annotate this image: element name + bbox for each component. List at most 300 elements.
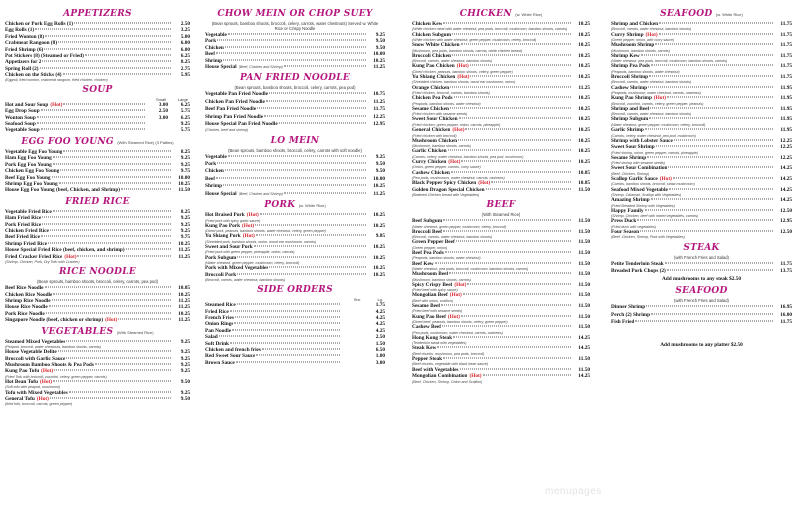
item-name: Seafood Soup bbox=[5, 121, 36, 128]
dot-leader bbox=[255, 224, 366, 225]
dot-leader bbox=[230, 310, 340, 311]
item-price: 14.25 bbox=[578, 345, 590, 352]
small-label: Sm. bbox=[353, 297, 361, 303]
item-price: 10.75 bbox=[373, 91, 385, 98]
item-name: Curry Chicken bbox=[412, 158, 447, 165]
item-name: Beef bbox=[205, 175, 215, 182]
dot-leader bbox=[465, 129, 571, 130]
item-name: Chicken Kew bbox=[412, 21, 443, 27]
item-price: 9.25 bbox=[180, 338, 190, 345]
item-name: Beef Rice Noodle bbox=[5, 285, 44, 292]
item-price-large: 5.75 bbox=[180, 108, 190, 115]
item-price: 9.25 bbox=[180, 161, 190, 168]
item-name: Hot and Sour Soup bbox=[5, 101, 49, 108]
item-price: 9.50 bbox=[375, 161, 385, 168]
item-price: 11.75 bbox=[780, 21, 792, 27]
item-name: Pork Subgum bbox=[205, 254, 237, 261]
item-description: (Carrots, bamboo shoots, broccoli, straw mushroom) bbox=[611, 182, 695, 187]
side-orders-list bbox=[205, 302, 385, 366]
item-name: Hot Braised Pork bbox=[205, 212, 245, 219]
item-description: (Tenderloin steak with vegetables) bbox=[412, 341, 467, 346]
item-name: Dinner Shrimp bbox=[611, 304, 646, 311]
dot-leader bbox=[453, 336, 571, 337]
item-price: 10.25 bbox=[578, 95, 590, 102]
dot-leader bbox=[41, 236, 171, 237]
dot-leader bbox=[45, 287, 171, 288]
item-name: Spring Roll (2) bbox=[5, 65, 39, 72]
item-name: General Tofu bbox=[5, 396, 35, 403]
item-price: 10.25 bbox=[373, 243, 385, 250]
item-price: 11.50 bbox=[578, 249, 590, 256]
item-name: Shrimp Rice Noodle bbox=[5, 298, 51, 304]
item-name: Curry Shrimp bbox=[611, 31, 644, 38]
item-name: House Egg Foo Young (beef, Chicken, and Shrimp) bbox=[5, 187, 121, 194]
dot-leader bbox=[673, 177, 773, 178]
dot-leader bbox=[53, 293, 171, 294]
item-price: 11.50 bbox=[578, 292, 590, 299]
menu-item bbox=[205, 183, 385, 189]
item-name: Chicken Pan Fried Noodle bbox=[205, 98, 265, 105]
dot-leader bbox=[35, 29, 171, 30]
item-description: (Shredded pork, bamboo shoots, onion, wood ear mushroom, carrots) bbox=[205, 239, 317, 244]
dot-leader bbox=[442, 326, 571, 327]
chicken-title-text: CHICKEN bbox=[459, 9, 512, 19]
item-name: Mushroom Shrimp bbox=[611, 42, 655, 49]
appetizers-note: (Eggroll, fried wonton, crabmeat rangoon, fried chicken, chicken) bbox=[5, 77, 108, 82]
egg-foo-young-note: (With Steamed Rice) (3 Patties) bbox=[117, 139, 174, 145]
dot-leader bbox=[58, 42, 171, 43]
dot-leader bbox=[467, 283, 571, 284]
hot-badge: (Hot) bbox=[452, 127, 465, 134]
dot-leader bbox=[256, 355, 340, 356]
item-price: 6.25 bbox=[180, 53, 190, 60]
menu-column-1 bbox=[5, 6, 190, 524]
vegetables-title bbox=[5, 327, 190, 338]
item-name: Beef Fried Rice bbox=[5, 234, 41, 241]
dot-leader bbox=[223, 185, 366, 186]
item-name: Mongolian Beef bbox=[412, 292, 448, 299]
item-name: Beef Kew bbox=[412, 260, 434, 267]
item-name: Sesame Beef bbox=[412, 303, 441, 310]
item-description: (Fried beef with spicy sauce) bbox=[412, 288, 458, 293]
item-name: Garlic Chicken bbox=[412, 148, 447, 155]
item-description: (Fried beef with sesame seeds) bbox=[412, 309, 463, 314]
item-price: 10.25 bbox=[578, 105, 590, 112]
seafood-section bbox=[611, 9, 792, 240]
dot-leader bbox=[77, 255, 171, 256]
hot-badge: (Hot) bbox=[457, 74, 470, 81]
item-name: Orange Chicken bbox=[412, 84, 450, 91]
dot-leader bbox=[58, 351, 171, 352]
menu-item bbox=[205, 114, 385, 120]
item-name: Broccoli Pork bbox=[205, 271, 237, 278]
menu-item bbox=[611, 261, 792, 267]
item-price: 13.75 bbox=[780, 268, 792, 274]
item-price: 11.50 bbox=[578, 218, 590, 225]
item-price: 9.25 bbox=[180, 389, 190, 396]
item-price: 14.25 bbox=[780, 197, 792, 204]
dot-leader bbox=[216, 53, 366, 54]
seafood-title bbox=[611, 9, 792, 20]
item-price: 9.25 bbox=[180, 221, 190, 228]
dot-leader bbox=[656, 146, 773, 147]
dot-leader bbox=[449, 273, 571, 274]
rice-noodle-list bbox=[5, 285, 190, 323]
item-description: (Beef, Chicken, Shrimp, Pork with Vegetables) bbox=[611, 235, 685, 240]
menu-item bbox=[611, 319, 792, 325]
item-name: Shrimp Kew bbox=[611, 52, 640, 59]
hot-badge: (Hot) bbox=[64, 253, 77, 260]
item-name: Vegetable Egg Foo Young bbox=[5, 148, 63, 155]
item-description: (Beef, Chicken, Shrimp) bbox=[611, 171, 650, 176]
seafood-platter-list bbox=[611, 304, 792, 325]
item-name: Shrimp and Chicken bbox=[611, 21, 659, 27]
item-price: 11.75 bbox=[780, 52, 792, 59]
item-price: 10.25 bbox=[178, 180, 190, 187]
item-name: Chicken bbox=[205, 168, 224, 175]
dot-leader bbox=[269, 93, 366, 94]
item-name: Sweet and Sour Pork bbox=[205, 243, 253, 250]
item-price: 10.25 bbox=[578, 42, 590, 49]
item-name: Chicken or Pork Egg Rolls (1) bbox=[5, 21, 74, 27]
item-price: 11.75 bbox=[780, 42, 792, 49]
item-description: (Diced beef, peanuts, bamboo shoots, celery, green pepper) bbox=[412, 320, 508, 325]
item-description: (Fried chicken, broccoli, carrots, bamboo shoots) bbox=[412, 91, 490, 96]
item-name: General Chicken bbox=[412, 127, 451, 134]
item-name: Vegetable bbox=[205, 32, 227, 38]
menu-item bbox=[611, 304, 792, 310]
dot-leader bbox=[470, 76, 571, 77]
item-name: Steamed Mixed Vegetables bbox=[5, 338, 66, 345]
item-description: (Water chestnut, pea pods, broccoli, mushroom, bamboo shoots, carrots) bbox=[412, 267, 529, 271]
item-description: (Diced chicken, peanuts, bamboo shoots, celery, green pepper) bbox=[412, 69, 513, 74]
item-price: 10.85 bbox=[578, 169, 590, 176]
dot-leader bbox=[443, 220, 571, 221]
item-name: Sweet Sour Combination bbox=[611, 165, 668, 172]
item-name: Pepper Steak bbox=[412, 356, 443, 363]
item-name: Wonton Soup bbox=[5, 114, 36, 121]
item-name: Hong Kong Steak bbox=[412, 334, 453, 341]
item-name: Press Duck bbox=[611, 218, 637, 225]
item-description: (Broccoli, carrots, water chestnut, bamboo shoots) bbox=[611, 80, 692, 85]
item-price-small: 3.00 bbox=[158, 114, 168, 121]
item-price: 14.25 bbox=[578, 334, 590, 341]
dot-leader bbox=[441, 305, 571, 306]
dot-leader bbox=[53, 163, 171, 164]
item-price: 10.25 bbox=[578, 148, 590, 155]
item-name: Mushroom Chicken bbox=[412, 137, 458, 144]
pork-section bbox=[205, 200, 385, 282]
dot-leader bbox=[63, 103, 145, 104]
item-description: (Fried chicken, green pepper, onion, carrots, pineapple) bbox=[412, 122, 501, 127]
item-price: 10.25 bbox=[373, 271, 385, 278]
item-description: (Mushroom, bamboo shoots, carrots) bbox=[611, 48, 670, 53]
item-description: (Carrots, celery, water chestnut, bamboo shoots, pea pod, mushroom) bbox=[412, 154, 524, 159]
menu-item bbox=[205, 91, 385, 97]
item-name: Shrimp bbox=[205, 57, 223, 64]
item-name: Red Sweet Sour Sauce bbox=[205, 353, 256, 360]
chicken-list bbox=[412, 21, 590, 197]
item-price: 11.75 bbox=[780, 319, 792, 326]
item-price: 11.95 bbox=[780, 116, 792, 123]
item-name: Yu Shiang Pork bbox=[205, 233, 241, 240]
dot-leader bbox=[121, 189, 171, 190]
dot-leader bbox=[279, 123, 366, 124]
dot-leader bbox=[448, 150, 571, 151]
lo-mein-title: LO MEIN bbox=[270, 135, 320, 146]
dot-leader bbox=[50, 229, 171, 230]
dot-leader bbox=[59, 182, 171, 183]
menu-item bbox=[205, 191, 385, 197]
large-label: Large bbox=[177, 96, 188, 102]
dot-leader bbox=[650, 107, 773, 108]
item-price-small: 2.50 bbox=[158, 108, 168, 115]
dot-leader bbox=[237, 273, 366, 274]
item-price: 9.25 bbox=[180, 155, 190, 162]
item-name: Amazing Shrimp bbox=[611, 197, 650, 204]
item-price: 11.75 bbox=[780, 74, 792, 81]
menu-item bbox=[205, 64, 385, 70]
dot-leader bbox=[668, 167, 773, 168]
item-price-large: 6.25 bbox=[180, 101, 190, 108]
item-name: Petite Tenderloin Steak bbox=[611, 260, 664, 267]
hot-badge: (Hot) bbox=[246, 212, 259, 219]
dot-leader bbox=[264, 115, 366, 116]
item-price: 11.50 bbox=[578, 260, 590, 267]
dot-leader bbox=[461, 44, 571, 45]
item-name: Crabmeat Rangoon (8) bbox=[5, 40, 58, 47]
seafood-title-text: SEAFOOD bbox=[660, 9, 713, 19]
item-price-large: 1.00 bbox=[375, 353, 385, 360]
menu-item bbox=[205, 121, 385, 127]
dot-leader bbox=[42, 61, 171, 62]
item-price: 2.75 bbox=[180, 65, 190, 72]
dot-leader bbox=[237, 304, 340, 305]
dot-leader bbox=[260, 214, 366, 215]
dot-leader bbox=[452, 33, 571, 34]
chow-mein-section bbox=[205, 9, 385, 70]
item-price: 12.25 bbox=[780, 137, 792, 144]
vegetables-note: (With Steamed Rice) bbox=[116, 329, 154, 335]
pan-fried-note: (Chicken, beef and shrimp) bbox=[205, 128, 249, 133]
dot-leader bbox=[66, 357, 171, 358]
item-price: 10.25 bbox=[373, 254, 385, 261]
item-name: Cashew Beef bbox=[412, 324, 441, 331]
lo-mein-list bbox=[205, 154, 385, 197]
beef-note: (With Steamed Rice) bbox=[481, 212, 521, 218]
hot-badge: (Hot) bbox=[659, 175, 672, 182]
item-price: 6.00 bbox=[180, 46, 190, 53]
item-price: 11.25 bbox=[178, 247, 190, 254]
item-name: Pot Stickers (8) (Steamed or Fried) bbox=[5, 53, 84, 60]
item-description: (Broccoli, carrots, water chestnut, bamboo shoots) bbox=[611, 27, 692, 32]
rice-noodle-desc: (Bean sprouts, bamboo shoots, broccoli, celery, carrots, pea pod) bbox=[37, 279, 158, 285]
item-price: 9.50 bbox=[375, 168, 385, 175]
item-price: 16.00 bbox=[780, 311, 792, 318]
item-price-large: 3.00 bbox=[375, 359, 385, 366]
item-description: (Water chestnut, green pepper, mushroom, celery, broccoli) bbox=[611, 122, 706, 127]
item-price: 11.25 bbox=[178, 304, 190, 311]
item-price: 10.25 bbox=[373, 212, 385, 219]
hot-badge: (Hot) bbox=[242, 233, 255, 240]
item-description: (Beef, Chicken, Shrimp, Onion and Scallion) bbox=[412, 379, 483, 384]
item-description: (Shredded chicken, bamboo shoots, wood ear mushroom, onion) bbox=[412, 80, 516, 85]
hot-badge: (Hot) bbox=[449, 292, 462, 299]
item-description: (Shrimp, Chicken, beef with mixed vegetables, carrots) bbox=[611, 214, 699, 219]
chicken-title bbox=[412, 9, 590, 20]
item-price: 11.50 bbox=[578, 366, 590, 373]
dot-leader bbox=[284, 66, 366, 67]
item-name: Broccoli Shrimp bbox=[611, 74, 649, 81]
pan-fried-section bbox=[205, 73, 385, 132]
dot-leader bbox=[37, 123, 145, 124]
item-description: (Water chestnut, green pepper, mushroom, celery, broccoli) bbox=[412, 224, 507, 229]
item-price: 12.50 bbox=[780, 228, 792, 235]
item-name: Salad bbox=[205, 334, 218, 341]
dot-leader bbox=[45, 35, 171, 36]
dot-leader bbox=[269, 267, 366, 268]
item-description: (Beef with onion, scallion) bbox=[412, 298, 453, 303]
dot-leader bbox=[256, 235, 366, 236]
item-price: 11.75 bbox=[780, 31, 792, 38]
item-price-large: 2.50 bbox=[375, 334, 385, 341]
menu-column-4 bbox=[611, 6, 792, 524]
dot-leader bbox=[219, 336, 340, 337]
item-price: 11.50 bbox=[178, 187, 190, 194]
dot-leader bbox=[118, 319, 171, 320]
beef-section bbox=[412, 200, 590, 384]
dot-leader bbox=[48, 242, 171, 243]
dot-leader bbox=[641, 54, 773, 55]
item-name: Chicken on the Sticks (4) bbox=[5, 72, 62, 79]
item-price: 9.25 bbox=[180, 349, 190, 356]
item-price: 11.95 bbox=[780, 127, 792, 134]
item-name: Cashew Chicken bbox=[412, 169, 450, 176]
item-price: 12.25 bbox=[780, 144, 792, 151]
item-name: Fried Cracker Fried Rice bbox=[5, 253, 63, 260]
dot-leader bbox=[651, 65, 773, 66]
hot-badge: (Hot) bbox=[456, 63, 469, 70]
item-name: Fried Rice bbox=[205, 308, 229, 315]
dot-leader bbox=[491, 182, 571, 183]
dot-leader bbox=[44, 48, 171, 49]
item-name: Beef bbox=[205, 51, 215, 58]
item-description: (Peapods, bamboo shoots, water chestnut) bbox=[412, 256, 481, 261]
item-price: 10.25 bbox=[578, 21, 590, 27]
item-price-large: 5.75 bbox=[180, 127, 190, 134]
steak-list bbox=[611, 261, 792, 275]
watermark: menupages bbox=[545, 486, 602, 497]
seafood-platter-footer: Add mushrooms to any platter $2.50 bbox=[660, 341, 743, 348]
hot-badge: (Hot) bbox=[469, 373, 482, 380]
item-description: (Beef chunks, vegetable with black bean sauce) bbox=[412, 362, 489, 367]
item-description: (Peapods, bamboo shoots, water chestnut) bbox=[412, 101, 481, 106]
item-price: 10.25 bbox=[578, 116, 590, 123]
dot-leader bbox=[66, 340, 171, 341]
hot-badge: (Hot) bbox=[242, 222, 255, 229]
dot-leader bbox=[53, 210, 171, 211]
item-price-large: 6.25 bbox=[180, 114, 190, 121]
egg-foo-young-title bbox=[5, 137, 190, 148]
item-price: 9.50 bbox=[180, 396, 190, 403]
item-name: Shrimp with Lobster Sauce bbox=[611, 137, 673, 144]
beef-title: BEEF bbox=[486, 200, 516, 211]
menu-item bbox=[5, 187, 190, 193]
item-price: 11.95 bbox=[780, 84, 792, 91]
item-name: Kung Pao Chicken bbox=[412, 63, 455, 70]
item-description: (Beef chunks, mushroom, pea pods, broccoli) bbox=[412, 351, 485, 356]
dot-leader bbox=[486, 188, 571, 189]
item-name: Egg Rolls (1) bbox=[5, 27, 35, 34]
dot-leader bbox=[443, 358, 571, 359]
item-name: Beef Subgum bbox=[412, 218, 443, 225]
lo-mein-desc: (Bean sprouts, bamboo shoots, broccoli, celery, carrots with soft noodle) bbox=[228, 147, 362, 153]
vegetables-section bbox=[5, 327, 190, 407]
item-price: 14.25 bbox=[780, 165, 792, 172]
steak-footer: Add mushrooms to any steak $2.50 bbox=[661, 276, 742, 283]
item-description: (Fried duck with vegetables) bbox=[611, 224, 656, 229]
soup-list bbox=[5, 102, 190, 134]
item-price: 12.95 bbox=[373, 121, 385, 128]
item-name: Pork bbox=[205, 38, 217, 45]
item-price: 9.50 bbox=[375, 44, 385, 51]
item-price: 12.25 bbox=[373, 113, 385, 120]
item-name: Garlic Shrimp bbox=[611, 127, 644, 134]
hot-badge: (Hot) bbox=[645, 31, 658, 38]
item-description: (Fried pork with green pepper, pineapple, onion, carrots) bbox=[205, 250, 295, 255]
item-price: 8.25 bbox=[180, 59, 190, 66]
item-name: Fish Fried bbox=[611, 319, 635, 326]
item-price: 10.25 bbox=[578, 158, 590, 165]
hot-badge: (Hot) bbox=[447, 313, 460, 320]
menu-item bbox=[205, 168, 385, 174]
item-name: Pork bbox=[205, 161, 217, 168]
pork-title-text: PORK bbox=[264, 200, 296, 211]
item-price: 11.25 bbox=[373, 190, 385, 197]
chow-mein-title: CHOW MEIN OR CHOP SUEY bbox=[217, 9, 373, 19]
item-name: Vegetable bbox=[205, 153, 227, 160]
item-name: Shrimp Pan Fried Noodle bbox=[205, 113, 264, 120]
item-name: Sweet Sour Shrimp bbox=[611, 144, 655, 151]
item-name: Shrimp Egg Foo Young bbox=[5, 180, 58, 187]
menu-item bbox=[611, 268, 792, 274]
item-name: Spicy Crispy Beef bbox=[412, 281, 453, 288]
dot-leader bbox=[53, 157, 171, 158]
dot-leader bbox=[216, 177, 366, 178]
egg-foo-young-section bbox=[5, 137, 190, 194]
chow-mein-list bbox=[205, 32, 385, 70]
appetizers-list bbox=[5, 21, 190, 79]
item-price: 14.25 bbox=[578, 373, 590, 380]
dot-leader bbox=[60, 170, 171, 171]
dot-leader bbox=[85, 55, 171, 56]
item-name: Brown Sauce bbox=[205, 359, 235, 366]
dot-leader bbox=[54, 370, 171, 371]
item-name: Perch (2) Shrimp bbox=[611, 311, 651, 318]
soup-section bbox=[5, 85, 190, 134]
item-description: (White chicken meat with water chestnut, pea pods, broccoli, mushroom, bamboo shoots, carrots) bbox=[412, 27, 568, 32]
dot-leader bbox=[217, 163, 366, 164]
item-price: 10.25 bbox=[178, 291, 190, 298]
item-description: (Onion, green pepper, carrots, curry sauce) bbox=[412, 165, 481, 170]
item-description: (Mushroom, bamboo shoots, carrots) bbox=[412, 144, 471, 149]
dot-leader bbox=[223, 59, 366, 60]
item-price: 11.50 bbox=[578, 186, 590, 193]
item-description: (Shrimp, Calamari, Scallop with Vegetables) bbox=[611, 192, 682, 197]
item-name: Four Season bbox=[611, 228, 640, 235]
chicken-note: (w. White Rice) bbox=[515, 12, 543, 17]
item-description: (Diced pork, peanuts, bamboo shoots, water chestnut, celery, green pepper) bbox=[205, 229, 326, 234]
